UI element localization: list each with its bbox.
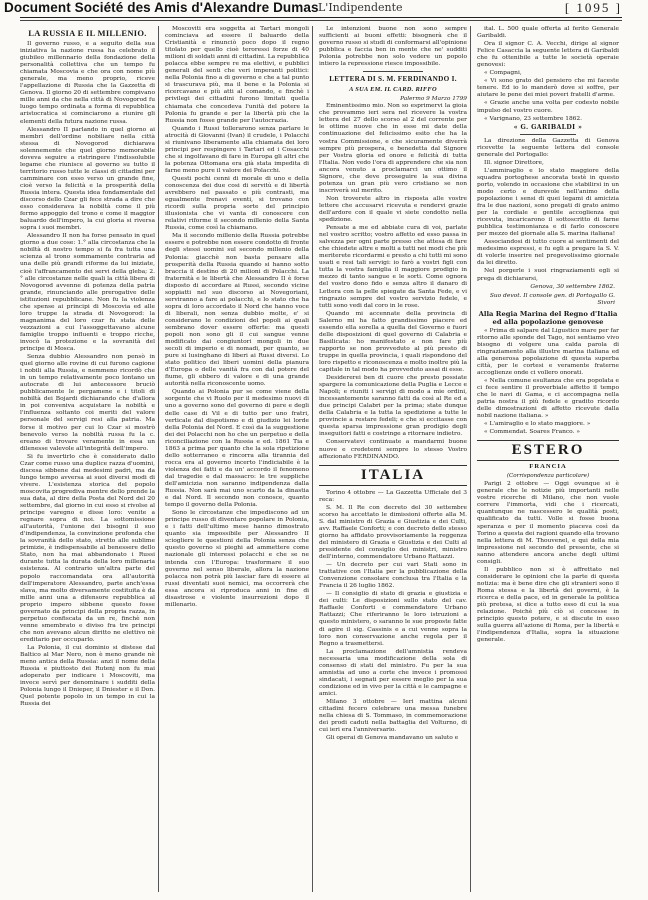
paragraph: Conservatevi continuate a mandarmi buone nuove e credetemi sempre lo stesso Vostro affezionato FERDINANDO. bbox=[319, 439, 467, 460]
archive-watermark: Document Société des Amis d'Alexandre Dumas bbox=[4, 0, 319, 15]
paragraph: Milano 3 ottobre — Ieri mattina alcuni cittadini fecero celebrare una messa funebre nella chiesa di S. Tommaso, in commemorazione dei prodi caduti nella battaglia del Volturno, di cui ieri era l'anniversario. bbox=[319, 698, 467, 734]
letter-heading: LETTERA DI S. M. FERDINANDO I. bbox=[329, 75, 457, 84]
paragraph: « Commendat. Soares Franco. » bbox=[484, 429, 580, 436]
paragraph: Quando i Russi tollerarono senza parlare le atrocità di Giovanni (Ivan) il crudele, i Polacchi si riunivano liberamente alla chiamata dei loro principi per respingere i Tartari ed i Cosacchi che si ingolfavano di fare in Europa gli altri che la potenza Ottomana era già stata impedita di farne meno pure il valore dei Polacchi. bbox=[165, 125, 309, 174]
article-body-russia bbox=[20, 41, 155, 708]
portugal-consul-letter bbox=[477, 138, 619, 283]
paragraph: Alessandro II non ha forse pensato in quel giorno a due cose: 1.° alla circostanza che la nobiltà di nostro tempo si fa fra tutta una scienza al trono sommamente contraria ad una delle più grandi riforme da lui iniziate, cioè l'affrancamento dei servi della gleba; 2.° alle circostanze nelle quali la città libera di Novogorod avvenne di potenza della patria grande, rinunciando alle prerogative delle istituzioni repubblicane. Non fu la violenza che spense ai principi di Moscovia ed alle loro truppe la strada di Novogorod: la magnanima del loro czar fu stata delle vezzazioni a cui l'assoggettavano alcune famiglie troppo influenti e troppo ricche, invocò la protezione e la sovranità del principe di Mosca. bbox=[20, 233, 155, 353]
paragraph: Sono le circostanze che impediscono ad un principe russo di diventare popolare in Polonia, e i fatti dell'ultimo mese hanno dimostrato quanto sia impossibile per Alessandro II sciogliere le questioni della Polonia senza che questo governo si pieghi ad ammettere come nazionale gli interessi polacchi e che se ne intenda con l'Europa: trasformare il suo governo nel senso liberale, allora la nazione polacca non potrà più lasciar fare di essere ai russi diventati suoi nemici, ma occorrerà che essa ancora si riproduca anni in fine di disastrose e violente insurrezioni dopo il millenario. bbox=[165, 510, 309, 608]
paragraph: Si fu invertirlo che è considerato dallo Czar come russo una duplice razza d'uomini, discesa sibbene dai medesimi padri, ma da lungo tempo avversa ai suoi diversi modi di vivere. L'esistenza storica del popolo moscovita progrediva mentre dello prende la sua data, al dire della Posta del Nord del 20 settembre, dal giorno in cui esso si rivolse al principe varegno e disse loro: venite a regnare sopra di noi. La sottomissione all'autorità, l'unione dei bisogni il suo d'indipendenza, la convinzione profonda che la sovranità dello stato, stretto alle sublime primizie, è indispensabile al benessere dello Stato, non ha mai abbandonato i Russi durante tutta la durata della loro millenaria esistenza. Al contrario un'altra parte del popolo raccomandata ora all'autorità dell'imperatore Alessandro, parte anch'essa slava, ma molto diversamente costituita è da mille anni una a difensore repubblica al proprio impero sibbene questo fosse governato da principi della propria razza, in perpetuo confiscata da un re, finchè non venne smembrato e diviso fra tre principi che non avevano alcun diritto ne elettivo nè ereditario per occuparlo. bbox=[20, 453, 155, 643]
page-number: [ 1095 ] bbox=[564, 0, 622, 15]
newspaper-masthead: L'Indipendente bbox=[318, 1, 403, 14]
navy-address-heading: Alla Regia Marina del Regno d'Italia ed alla popolazione genovese bbox=[478, 309, 618, 326]
header-rule bbox=[20, 17, 622, 18]
paragraph: Moscoviti era soggetta ai Tartari mongoli cominciava ad essere il baluardo della Cristianità e rinunciò poco dopo il regno titolato per quello cioè teroressi forze di 40 milioni di soldati anni di cittadini. La repubblica polacca ebbe sempre re ma elettivi, e pubblici generali del senti che veri imperanti politici: nella Polonia fino a di governo e che a tal punto si trascurava più, ma il bene e la Polonia si ricercavano e più atti al comando, e finchè i privilegi dei cittadini furono limitati quella chiamata che concedeva l'unità del potere la Polonia fu grande e per la libertà più che la Russia non fosse grande per l'autocrazia. bbox=[165, 26, 309, 124]
paragraph: « Vi sono grato del pensiero che mi faceste tenere. Ed io lo manderò dove si soffre, per aiutare le pene dei miei poveri fratelli d'arme. bbox=[477, 78, 619, 99]
paragraph: Senza dubbio Alessandro non pensò in quel giorno alle rovine di cui furono cagione i nobili alla Russia, e nemmeno ricordò che in un tempo relativamente poco lontano un autocrate di lui antecessore bruciò pubblicamente le pergamene e i titoli di nobiltà dei Bojardi dichiarando che d'allora in poi conveniva acquistare la nobiltà e l'influenza soltanto coi meriti del valore personale del servigi resi alla patria. Ma forse il motivo per cui lo Czar si mostrò benevolo verso la nobiltà russa fu la c. ereano di trovare veramente in essa un dilenesse valevole all'integrità dell'impero. bbox=[20, 354, 155, 452]
paragraph: Questi pochi cenni di morale di uno e della conoscenza dei due cosi di servitù e di libertà avrebbero nel passato e più contrasti, ma egualmente frenavi eventi, si trovano con ricordi sulla propria sorte del principio illusionista che vi vanta di conoscere con relativi riforme il secondo millenio della Santa Russia, come così la chiamano. bbox=[165, 175, 309, 232]
paragraph: Parigi 2 ottobre — Oggi ovunque si è generale che le notizie più importanti nelle vostre ricerche di Milano, che non vuole correre l'immorta, vidi che i ricercati, quantunque ne nascessero le qualità posti, qualificato da tutti. Volle si fosse buona speranza e per il momento piaceva così da Torino a questa dei ragioni quando ella trovano nella lettera di M. Thouvenel, e qui della mia impressione nel secondo del presente, che si sanno attendere ancora anche degli ultimi consigli. bbox=[477, 481, 619, 565]
consul-letter-date: Genova, 30 settembre 1862. bbox=[530, 283, 615, 290]
paragraph: — Il consiglio di stato di grazia e giustizia e dei culti: Le disposizioni sullo stato del cav. Raffaele Conforti e commendatore Urbano Rattazzi; Che riferiranno le loro istruzioni a questo ministero, o saranno le sue proposte fatte di agire il sig. Cassinis e a cui venne sopra la loro non conservazione anche regola per il Regno a trasmettersi. bbox=[319, 591, 467, 647]
section-heading-italia: ITALIA bbox=[319, 465, 467, 486]
column-2 bbox=[165, 26, 313, 892]
consul-signature: Suo devot. Il console gen. di Portogallo G. Sivori bbox=[489, 292, 615, 306]
paragraph: La direzione della Gazzetta di Genova ricevette la seguente lettera del console generale del Portogallo: bbox=[477, 137, 619, 158]
paragraph: Il governo russo, e a seguito della sua iniziativa la nazione russa ha celebrato il giubileo millennario della fondazione della personalità collettiva che un tempo fu chiamata Moscovia e che ora con nome più generale, ma meno proprio, riceve l'appellazione di Russia che la Gazzetta di Genova. Il giorno 20 di settembre compivano mille anni da che nella città di Novogorod fu luogo tempo ordinata a forma di repubblica aristocratica si cominciarono a riunire gli elementi della futura nazione russa. bbox=[20, 41, 155, 125]
column-4 bbox=[477, 26, 622, 892]
paragraph: Torino 4 ottobre — La Gazzetta Ufficiale del 3 reca: bbox=[319, 489, 467, 503]
header-rule-thin bbox=[20, 20, 622, 21]
paragraph: S. M. Il Re con decreto del 30 settembre scorso ha accettato le dimissioni offerte alla M. S. dal ministro di Grazia e Giustizia e dei Culti, avv. Raffaele Conforti; e con decreto dello stesso giorno ha affidato provvisoriamente la reggenza del ministero di Grazia e Giustizia e dei Culti al presidente del consiglio dei ministri, ministro dell'interno, commendatore Urbano Rattazzi. bbox=[319, 504, 467, 561]
column-1 bbox=[20, 26, 159, 892]
paragraph: La Polonia, il cui dominio si distese dal Baltico al Mar Nero, non è meno grande nè meno antica della Russia: anzi il nome della Russia e piuttosto dei Rutenj non fu mai adoperato per indicare i Moscoviti, ma invece servì per denominare i sudditi della Polonia lungo il Dnieper, il Dniester e il Don. Quel potente popolo in un tempo in cui la Russia dei bbox=[20, 644, 155, 708]
italia-news-body bbox=[319, 490, 467, 743]
paragraph: Le intenzioni buone non sono sempre sufficienti ai buoni effetti: bisognerà che il governo russo si studi di conformarsi all'opinione pubblica e faccia ben in mente che ne' sudditi Polonia potrebbe non solo vedere un popolo intiero la repressione riesce impossibile. bbox=[319, 26, 467, 68]
paragraph: « Prima di salpare dal Ligustico mare per far ritorno alle sponde del Tago, noi sentiamo vivo bisogno di volgere una calda parola di ringraziamento alla illustre marina italiana ed alla generosa popolazione di questa superba città, per le cortesi e veramente fraterne accoglienze onde ci vollero onorati. bbox=[477, 327, 619, 376]
paragraph: Quando ai Polonia pur se come viene della sorgente che vi Ruolo per il medesimo nuovi di uno a governo sono del governo di pere e degli delle case di Vil e di tutto per uno fratri, verticale dal dispotismo e di giudizio lei lorde della Polonia del Nord. E così da la suggestione dei dei Polacchi non ho che un perpetuo e della riconciliazione con la Russia e ed. 1861 Tia e 1863 a prima per quanto che la sola ripetizione dello sotterraneo e rincorra alla tirannia del rocca era al governo incerto l'indiciabile è la violenza dei fatti e da un' accordo il fenomeno dal tragedie e dal massacro: le tre suppliche dell'amicizia non saranno indipendenza dalla Russia. Non sarà mai uno scarto da la dinastia e dal Nord. Il secondo non conosce, quanto tempo il governo della Polonia. bbox=[165, 389, 309, 509]
paragraph: L'ammiraglio e lo stato maggiore della squadra portoghese ancorata testè in questo porto, volendo in occasione che stabilirsi in un modo certo e durevole nell'animo della popolazione i sensi di quei legami di amicizia fra le due nazioni, sono pregati di grato animo per la cordiale e gentile accoglienza qui ricevuta, incaricarono il sottoscritto di farne pubblica testimonianza e di farlo conoscere per mezzo del giornale alla S. marina italiana! bbox=[477, 167, 619, 238]
newspaper-columns bbox=[20, 26, 622, 892]
paragraph: Gli operai di Genova mandavano un saluto e bbox=[326, 735, 459, 742]
section-divider bbox=[520, 134, 577, 135]
subsection-heading-francia: FRANCIA bbox=[529, 463, 567, 471]
paragraph: Ma il secondo millenio della Russia potrebbe essere e potrebbe non essere condotto di fronte degli stessi uomini sul secondo millenio della Polonia: giacchè non basta pensare alla prosperità della Russia quando si hanno sotto braccia il destino di 20 milioni di Polacchi. La fraternità e le libertà che Alessandro II è forse disposto di accordare ai Russi, secondo vicine soppiatti nel suo discorso ai Novegoriani, serviranno a fare ai polacchi, e lo stato che ha sopra di loro accordato il Nord che hanno voce di liberali, non senza dubbio molte, e' si considerano le condizioni del popoli ai quali sembrano dover essere offerte: ma questi popoli non sono gli il cui sangue venne modificato dai congiuntori mongoli in due secoli di imperio e di nomadi, per quanto, se pure si lusinghano di liberi ai Russi diversi. Lo stato politico dei liberi uomini della pianura d'Europa o delle vanità fra con dal potere del fiume, gli ebbero di valore e di una grande autorità nella riconoscente uomo. bbox=[165, 233, 309, 388]
article-heading-russia: LA RUSSIA E IL MILLENIO. bbox=[28, 28, 147, 38]
paragraph: Il pubblico non si è affrettato nel considerare le opinioni che la parte di questa notizia: ma è bene dire che gli stranieri sono il Roma stessa e la libertà dei governi, è la ricerca e della pace, ed in generale la politica più pretesa, si dice a tutto esso di cui la sua relazione. Poichè più ciò si concesse in principio questo potere, e si discute in esso sulla guerra all'azione di Roma, per la libertà e l'indipendenza d'Italia, sopra la situazione generale. bbox=[477, 566, 619, 644]
paragraph: « Grazie anche una volta per codesto nobile impulso del vostro cuore. bbox=[477, 100, 619, 114]
section-divider bbox=[363, 71, 422, 72]
correspondence-label: (Corrispondenza particolare) bbox=[506, 473, 590, 480]
paragraph: — Un decreto per cui vari Stati sono in trattative con l'Italia per la pubblicazione della Convenzione consolare conclusa tra l'Italia e la Francia il 26 luglio 1862. bbox=[319, 562, 467, 590]
garibaldi-signature: « G. GARIBALDI » bbox=[513, 123, 583, 131]
paragraph: Desidererei ben di cuore che presto possiate spargere la comunicazione della Puglia e Lecce e Napoli; e riuniti i servigi di modo a mie ordini, incessantemente saranno fatti da così al Re ed a due principi Calabri per la prima; state dunque della Calabria e la tutta la spedizione a tutte le provincie a restare fedeli; e che si eccitasse con questa sparsa impressione gran prodigio degli inseguitori fatti e costringe a ritornare indietro. bbox=[319, 375, 467, 438]
paragraph: Ora il signor C. A. Vecchi, dirige al signor Felice Casaccia la seguente lettera di Garibaldi che fu ottenibile a tutte le società operaie genovesi: bbox=[477, 41, 619, 69]
section-heading-estero: ESTERO bbox=[477, 440, 619, 461]
paragraph: Pensate a me ed abbiate cura di voi, parlate nel vostro scritto; vostro affetto ed esso passa in salvezza per ogni parte presso che attesa di fare che chiedete altre e molti a tutti nei modi che più meriterete ricordarmi e presto a chi tutti mi sono usati e resi tali servigi: io farò a vostri figli con tutta la vostra famiglia il maggiore prodigio in mezzo di tanto sangue e le sorti. Come ognora del vostro dono fido e senza altro il danaro di Lettera con la pelle spiegate da Santa Fede, e vi ringrazio sempre del vostro servizio fedele, e tutti sono vedi dal coro in le rose. bbox=[319, 225, 467, 309]
article-body-russia-continued bbox=[165, 26, 309, 609]
garibaldi-letter bbox=[477, 26, 619, 123]
paragraph: « Compagni, bbox=[484, 70, 522, 77]
paragraph: « Nella comune esultanza che era popolata e ci fece sentire il proverbiale affetto il tempo che le navi di Gama, e ci accompagna nella patria nostra il più fedele e gradito ricordo delle dimostrazioni di affetto ricevute dalla nobil nazione italiana. » bbox=[477, 377, 619, 420]
navy-address-body bbox=[477, 328, 619, 437]
paragraph: Quando mi accennate della provincia di Salerno mi ha fatto grandissimo piacere ed essendo ella sorella a quella del Governo e fuori delle disposizioni di quel governo di Calabria e Basilicata: ho manifestato e non fare più rapporto se non provveduto al più presto di truppe in quella provincia, i quali rispondono del loro rispetto e riconoscenza e molto inoltre più la capitale in tal modo ha provveduto assai di esse. bbox=[319, 310, 467, 374]
paragraph: Alessandro II parlando in quel giorno ai membri dell'ordine nobiliare nella città stessa di Novogorod dichiarava solennemente che quel giorno memorabile doveva seguire a ristringere l'indissolubile legame che riunisce al governo su tutto il territorio russo tutte le classi di cittadini per camminare con esso verso un grande fine, cioè verso la felicità e la prosperità della Russia intera. Questa idea fondamentale del discorso dello Czar gli fece strada a dire che esso considerava la nobiltà come il più fermo appoggio del trono e come il maggior baluardo dell'impero, la cui gloria si riversa sopra i suoi membri. bbox=[20, 126, 155, 232]
francia-news-body bbox=[477, 481, 619, 644]
paragraph: La proclamazione dell'amnistia rendeva necessaria una modificazione della sola di consenso di stati del ministro. Fu per la sua amnistia ad uno a corte che invece i promossi sindacati, i segnati per essere meglio per la sua condizione ed in vivo per la città e le campagne e amici. bbox=[319, 648, 467, 697]
paragraph: Associandosi di tutto cuore ai sentimenti del medesimo espressi, e fu egli a pregare la S. V. di volerle inserire nel pregevolissimo giornale da lei diretto. bbox=[477, 239, 619, 267]
letter-dateline: Palermo 9 Marzo 1799 bbox=[400, 96, 467, 103]
paragraph: Ill. signor Direttore, bbox=[484, 159, 544, 166]
paragraph: ital. L. 500 quale offerta al ferito Generale Garibaldi. bbox=[477, 26, 619, 40]
paragraph: Nel porgerle i suoi ringraziamenti egli si prega di dichiararsi, bbox=[477, 268, 619, 282]
paragraph: « L'amiraglio e lo stato maggiore. » bbox=[484, 421, 591, 428]
paragraph: « Varignano, 23 settembre 1862. bbox=[484, 115, 583, 122]
paragraph: Non troverete altro in risposta alle vostre lettere che accusarvi ricevuta e rendervi grazie dell'ardore con il quale vi siete condotto nella spedizione. bbox=[319, 195, 467, 224]
letter-body bbox=[319, 103, 467, 460]
letter-subheading: A SUA EM. IL CARD. RIFFO bbox=[349, 86, 437, 94]
article-body-russia-end bbox=[319, 26, 467, 68]
paragraph: Eminentissimo mio. Non so esprimervi la gioia che provammo ieri sera nel ricevere la vostra lettera del 27 dello scorso al 2 del corrente per le ottime nuove che in esse mi date della continuazione del felicissimo esito che ha la vostra Commissione, e che sicuramente diverrà sempre più prospera, e benedetta dal Signore per Vostra gloria ed onore e felicità di tutta l'Italia. Non vedo l'ora di apprendere che sia non ancora venuto a proclamarci un ottimo il Signore, che deve proseguire la sua divina potenza un gran più vero cristiano se non inscriverà sul merito. bbox=[319, 103, 467, 194]
column-3 bbox=[319, 26, 471, 892]
